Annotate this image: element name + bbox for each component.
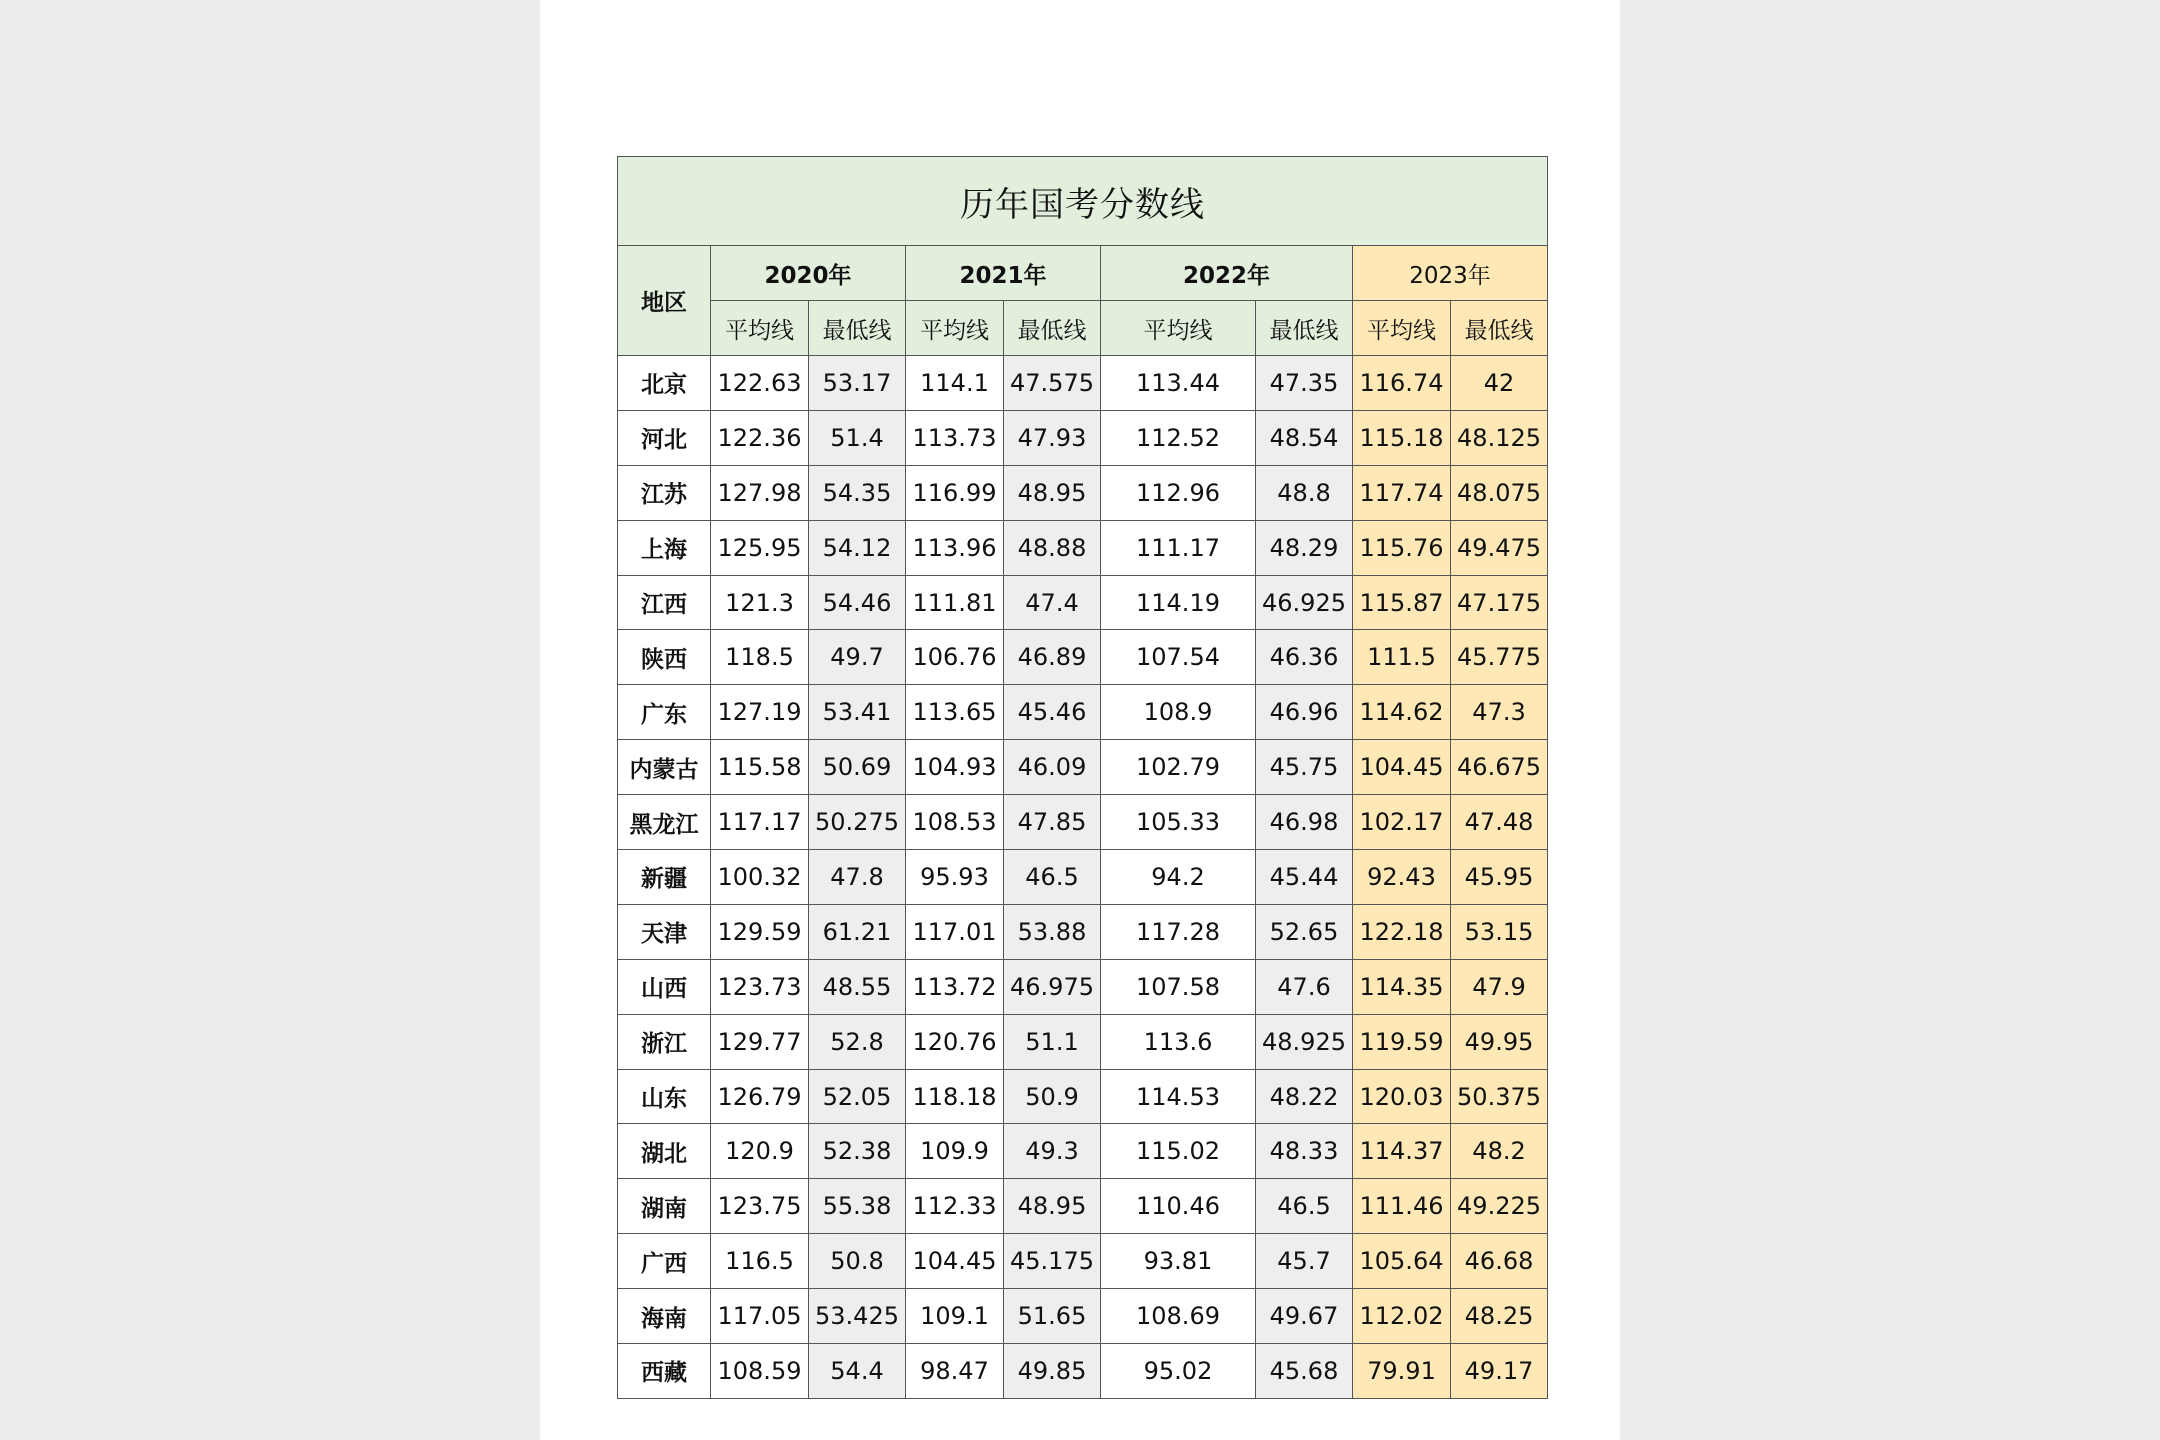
region-cell: 内蒙古 [618,740,711,795]
cell-min-2022: 46.5 [1256,1179,1353,1234]
cell-min-2022: 48.29 [1256,520,1353,575]
table-row [618,410,1548,465]
cell-avg-2021: 113.96 [906,520,1004,575]
cell-avg-2022: 102.79 [1101,740,1256,795]
cell-min-2021: 48.88 [1004,520,1101,575]
cell-avg-2023: 115.76 [1353,520,1451,575]
cell-min-2021: 45.46 [1004,685,1101,740]
cell-min-2020: 61.21 [809,904,906,959]
cell-min-2023: 46.68 [1451,1234,1548,1289]
sub-header-average: 平均线 [1101,301,1256,356]
table-row [618,1069,1548,1124]
cell-avg-2023: 122.18 [1353,904,1451,959]
cell-min-2021: 46.5 [1004,850,1101,905]
table-body [618,356,1548,1399]
cell-avg-2023: 112.02 [1353,1289,1451,1344]
cell-avg-2021: 112.33 [906,1179,1004,1234]
region-cell: 陕西 [618,630,711,685]
year-header-2023: 2023年 [1353,246,1548,301]
cell-avg-2020: 126.79 [711,1069,809,1124]
cell-avg-2022: 114.53 [1101,1069,1256,1124]
cell-avg-2022: 113.44 [1101,356,1256,411]
cell-min-2022: 47.35 [1256,356,1353,411]
cell-avg-2023: 111.5 [1353,630,1451,685]
table-row [618,575,1548,630]
cell-min-2021: 47.575 [1004,356,1101,411]
cell-min-2020: 53.41 [809,685,906,740]
cell-min-2020: 50.69 [809,740,906,795]
cell-avg-2020: 129.59 [711,904,809,959]
cell-avg-2023: 120.03 [1353,1069,1451,1124]
cell-min-2021: 46.89 [1004,630,1101,685]
cell-avg-2023: 117.74 [1353,465,1451,520]
cell-avg-2022: 107.54 [1101,630,1256,685]
region-cell: 北京 [618,356,711,411]
cell-min-2021: 45.175 [1004,1234,1101,1289]
cell-avg-2021: 116.99 [906,465,1004,520]
cell-min-2023: 46.675 [1451,740,1548,795]
table-row [618,1234,1548,1289]
cell-min-2020: 54.12 [809,520,906,575]
cell-avg-2023: 102.17 [1353,795,1451,850]
cell-min-2023: 49.475 [1451,520,1548,575]
cell-min-2023: 48.2 [1451,1124,1548,1179]
cell-avg-2022: 114.19 [1101,575,1256,630]
cell-avg-2021: 111.81 [906,575,1004,630]
cell-avg-2020: 125.95 [711,520,809,575]
cell-min-2020: 54.4 [809,1344,906,1399]
cell-avg-2020: 129.77 [711,1014,809,1069]
cell-avg-2022: 117.28 [1101,904,1256,959]
cell-min-2021: 49.3 [1004,1124,1101,1179]
table-row [618,959,1548,1014]
document-page [540,0,1620,1440]
cell-avg-2021: 117.01 [906,904,1004,959]
region-cell: 上海 [618,520,711,575]
region-cell: 天津 [618,904,711,959]
cell-min-2021: 47.85 [1004,795,1101,850]
cell-avg-2022: 111.17 [1101,520,1256,575]
cell-avg-2022: 115.02 [1101,1124,1256,1179]
cell-min-2021: 48.95 [1004,465,1101,520]
table-row [618,740,1548,795]
table-row [618,356,1548,411]
region-cell: 西藏 [618,1344,711,1399]
cell-avg-2022: 112.96 [1101,465,1256,520]
table-row [618,1179,1548,1234]
cell-min-2022: 45.44 [1256,850,1353,905]
cell-min-2020: 52.38 [809,1124,906,1179]
cell-avg-2021: 104.45 [906,1234,1004,1289]
sub-header-minimum: 最低线 [809,301,906,356]
table-row [618,1124,1548,1179]
sub-header-average: 平均线 [711,301,809,356]
region-cell: 广东 [618,685,711,740]
cell-min-2020: 52.05 [809,1069,906,1124]
cell-avg-2021: 108.53 [906,795,1004,850]
cell-avg-2020: 127.19 [711,685,809,740]
cell-min-2020: 55.38 [809,1179,906,1234]
region-header: 地区 [618,246,711,356]
cell-avg-2022: 105.33 [1101,795,1256,850]
cell-avg-2020: 121.3 [711,575,809,630]
cell-avg-2020: 120.9 [711,1124,809,1179]
cell-min-2020: 54.35 [809,465,906,520]
cell-avg-2022: 94.2 [1101,850,1256,905]
cell-min-2020: 50.275 [809,795,906,850]
region-cell: 海南 [618,1289,711,1344]
cell-avg-2021: 120.76 [906,1014,1004,1069]
cell-avg-2023: 114.62 [1353,685,1451,740]
region-cell: 河北 [618,410,711,465]
cell-avg-2020: 100.32 [711,850,809,905]
cell-min-2023: 48.125 [1451,410,1548,465]
region-cell: 山西 [618,959,711,1014]
cell-min-2023: 47.3 [1451,685,1548,740]
cell-avg-2020: 116.5 [711,1234,809,1289]
cell-avg-2020: 117.17 [711,795,809,850]
score-table [617,156,1548,1399]
cell-avg-2021: 98.47 [906,1344,1004,1399]
cell-avg-2021: 104.93 [906,740,1004,795]
cell-min-2023: 48.25 [1451,1289,1548,1344]
cell-avg-2022: 108.69 [1101,1289,1256,1344]
table-row [618,795,1548,850]
cell-avg-2023: 116.74 [1353,356,1451,411]
cell-min-2022: 49.67 [1256,1289,1353,1344]
table-row [618,1289,1548,1344]
cell-min-2023: 47.48 [1451,795,1548,850]
cell-avg-2020: 127.98 [711,465,809,520]
cell-avg-2020: 115.58 [711,740,809,795]
cell-min-2021: 49.85 [1004,1344,1101,1399]
table-row [618,630,1548,685]
cell-avg-2020: 108.59 [711,1344,809,1399]
cell-avg-2022: 113.6 [1101,1014,1256,1069]
cell-min-2022: 48.22 [1256,1069,1353,1124]
cell-min-2023: 47.175 [1451,575,1548,630]
cell-min-2020: 50.8 [809,1234,906,1289]
cell-min-2020: 52.8 [809,1014,906,1069]
region-cell: 湖北 [618,1124,711,1179]
sub-header-minimum: 最低线 [1256,301,1353,356]
table-row [618,850,1548,905]
cell-min-2022: 45.75 [1256,740,1353,795]
cell-min-2021: 46.975 [1004,959,1101,1014]
cell-avg-2023: 79.91 [1353,1344,1451,1399]
cell-avg-2021: 113.72 [906,959,1004,1014]
cell-avg-2022: 110.46 [1101,1179,1256,1234]
cell-avg-2021: 114.1 [906,356,1004,411]
region-cell: 黑龙江 [618,795,711,850]
cell-avg-2023: 92.43 [1353,850,1451,905]
cell-min-2020: 47.8 [809,850,906,905]
region-cell: 江苏 [618,465,711,520]
cell-min-2020: 51.4 [809,410,906,465]
cell-avg-2021: 95.93 [906,850,1004,905]
cell-avg-2023: 111.46 [1353,1179,1451,1234]
cell-min-2021: 48.95 [1004,1179,1101,1234]
cell-avg-2021: 106.76 [906,630,1004,685]
cell-avg-2020: 123.75 [711,1179,809,1234]
cell-min-2023: 48.075 [1451,465,1548,520]
cell-avg-2023: 104.45 [1353,740,1451,795]
cell-avg-2021: 113.73 [906,410,1004,465]
cell-avg-2023: 114.37 [1353,1124,1451,1179]
cell-min-2023: 53.15 [1451,904,1548,959]
region-cell: 广西 [618,1234,711,1289]
cell-min-2022: 52.65 [1256,904,1353,959]
sub-header-average: 平均线 [906,301,1004,356]
cell-min-2023: 45.775 [1451,630,1548,685]
cell-min-2022: 46.925 [1256,575,1353,630]
table-row [618,904,1548,959]
cell-min-2022: 48.8 [1256,465,1353,520]
cell-avg-2022: 112.52 [1101,410,1256,465]
cell-avg-2020: 117.05 [711,1289,809,1344]
cell-min-2022: 45.68 [1256,1344,1353,1399]
cell-min-2022: 46.96 [1256,685,1353,740]
table-row [618,520,1548,575]
region-cell: 新疆 [618,850,711,905]
cell-min-2023: 42 [1451,356,1548,411]
table-title: 历年国考分数线 [618,157,1548,246]
cell-min-2023: 49.95 [1451,1014,1548,1069]
cell-min-2022: 45.7 [1256,1234,1353,1289]
cell-avg-2021: 109.1 [906,1289,1004,1344]
table-row [618,1014,1548,1069]
cell-avg-2021: 113.65 [906,685,1004,740]
cell-min-2022: 47.6 [1256,959,1353,1014]
cell-avg-2020: 122.63 [711,356,809,411]
cell-avg-2022: 95.02 [1101,1344,1256,1399]
cell-avg-2020: 118.5 [711,630,809,685]
cell-min-2022: 48.54 [1256,410,1353,465]
cell-avg-2023: 105.64 [1353,1234,1451,1289]
cell-min-2020: 49.7 [809,630,906,685]
region-cell: 江西 [618,575,711,630]
cell-min-2021: 51.1 [1004,1014,1101,1069]
cell-min-2021: 50.9 [1004,1069,1101,1124]
sub-header-minimum: 最低线 [1451,301,1548,356]
cell-min-2021: 47.93 [1004,410,1101,465]
cell-avg-2022: 107.58 [1101,959,1256,1014]
region-cell: 山东 [618,1069,711,1124]
cell-min-2021: 51.65 [1004,1289,1101,1344]
cell-min-2021: 46.09 [1004,740,1101,795]
cell-avg-2021: 118.18 [906,1069,1004,1124]
cell-min-2022: 46.98 [1256,795,1353,850]
cell-min-2022: 48.925 [1256,1014,1353,1069]
cell-avg-2023: 114.35 [1353,959,1451,1014]
region-cell: 浙江 [618,1014,711,1069]
cell-min-2022: 48.33 [1256,1124,1353,1179]
cell-avg-2023: 115.87 [1353,575,1451,630]
cell-min-2023: 47.9 [1451,959,1548,1014]
cell-min-2023: 50.375 [1451,1069,1548,1124]
cell-avg-2021: 109.9 [906,1124,1004,1179]
cell-avg-2020: 123.73 [711,959,809,1014]
cell-min-2021: 47.4 [1004,575,1101,630]
table-row [618,465,1548,520]
cell-min-2023: 49.17 [1451,1344,1548,1399]
year-header-2022: 2022年 [1101,246,1353,301]
cell-avg-2020: 122.36 [711,410,809,465]
table-row [618,1344,1548,1399]
cell-avg-2023: 115.18 [1353,410,1451,465]
cell-min-2020: 53.425 [809,1289,906,1344]
cell-min-2023: 49.225 [1451,1179,1548,1234]
cell-min-2023: 45.95 [1451,850,1548,905]
cell-avg-2023: 119.59 [1353,1014,1451,1069]
cell-avg-2022: 93.81 [1101,1234,1256,1289]
cell-min-2020: 53.17 [809,356,906,411]
year-header-2020: 2020年 [711,246,906,301]
cell-min-2020: 54.46 [809,575,906,630]
sub-header-average: 平均线 [1353,301,1451,356]
table-row [618,685,1548,740]
sub-header-minimum: 最低线 [1004,301,1101,356]
cell-avg-2022: 108.9 [1101,685,1256,740]
cell-min-2021: 53.88 [1004,904,1101,959]
cell-min-2022: 46.36 [1256,630,1353,685]
cell-min-2020: 48.55 [809,959,906,1014]
year-header-2021: 2021年 [906,246,1101,301]
region-cell: 湖南 [618,1179,711,1234]
